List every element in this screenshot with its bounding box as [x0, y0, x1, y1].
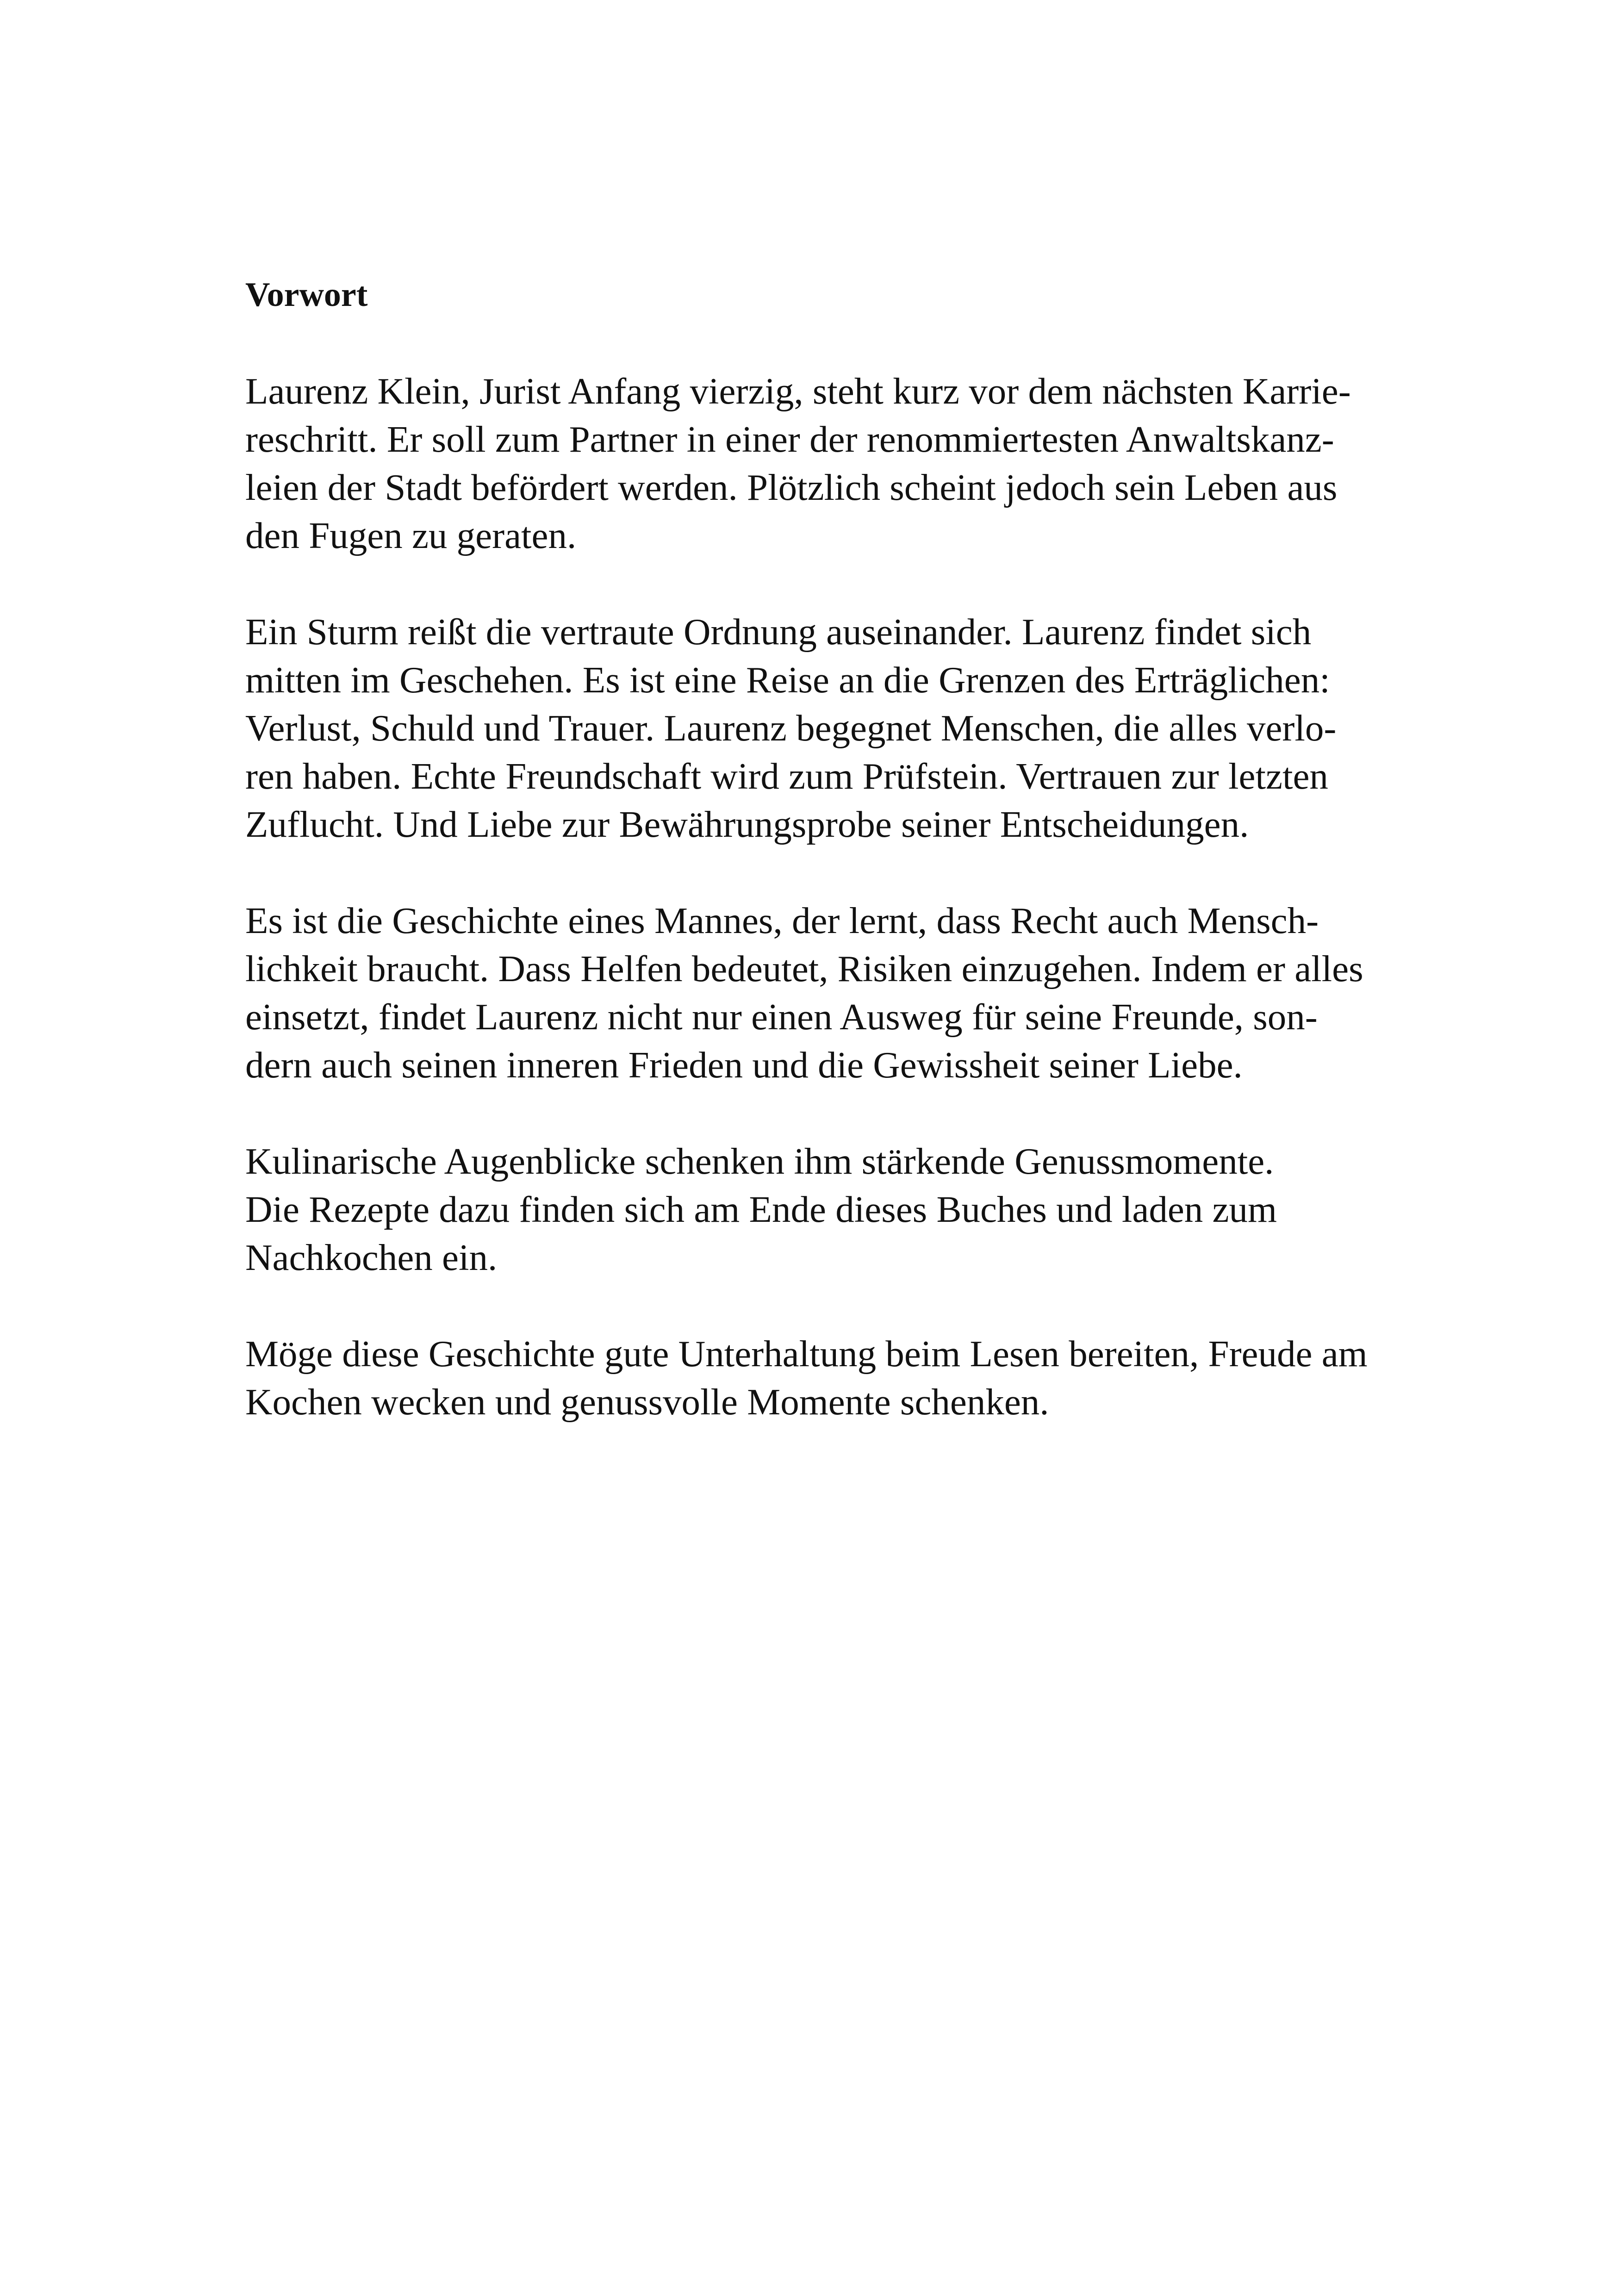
text-line: mitten im Geschehen. Es ist eine Reise an die Grenzen des Erträglichen: [245, 659, 1330, 701]
text-line: reschritt. Er soll zum Partner in einer der renommiertesten Anwaltskanz- [245, 418, 1334, 460]
text-line: leien der Stadt befördert werden. Plötzlich scheint jedoch sein Leben aus [245, 467, 1338, 508]
paragraph-3 [245, 896, 1495, 1089]
text-line: dern auch seinen inneren Frieden und die Gewissheit seiner Liebe. [245, 1044, 1243, 1086]
text-line: den Fugen zu geraten. [245, 515, 577, 556]
page-content [245, 271, 1495, 1474]
text-line: Laurenz Klein, Jurist Anfang vierzig, steht kurz vor dem nächsten Karrie- [245, 370, 1351, 412]
text-line: Ein Sturm reißt die vertraute Ordnung auseinander. Laurenz findet sich [245, 611, 1312, 653]
paragraph-4 [245, 1137, 1495, 1282]
text-line: Es ist die Geschichte eines Mannes, der lernt, dass Recht auch Mensch- [245, 900, 1319, 941]
text-line: Die Rezepte dazu finden sich am Ende dieses Buches und laden zum [245, 1188, 1277, 1230]
text-line: lichkeit braucht. Dass Helfen bedeutet, Risiken einzugehen. Indem er alles [245, 948, 1363, 989]
text-line: einsetzt, findet Laurenz nicht nur einen Ausweg für seine Freunde, son- [245, 996, 1318, 1038]
text-line: Verlust, Schuld und Trauer. Laurenz begegnet Menschen, die alles verlo- [245, 707, 1337, 749]
text-line: Zuflucht. Und Liebe zur Bewährungsprobe seiner Entscheidungen. [245, 803, 1249, 845]
page-title: Vorwort [245, 276, 368, 314]
text-line: Nachkochen ein. [245, 1237, 498, 1278]
paragraph-2 [245, 608, 1495, 848]
paragraph-1 [245, 367, 1495, 560]
text-line: Kochen wecken und genussvolle Momente schenken. [245, 1381, 1049, 1423]
text-line: Möge diese Geschichte gute Unterhaltung beim Lesen bereiten, Freude am [245, 1333, 1368, 1375]
text-line: ren haben. Echte Freundschaft wird zum Prüfstein. Vertrauen zur letzten [245, 755, 1328, 797]
paragraph-5 [245, 1330, 1495, 1426]
text-line: Kulinarische Augenblicke schenken ihm stärkende Genussmomente. [245, 1140, 1274, 1182]
